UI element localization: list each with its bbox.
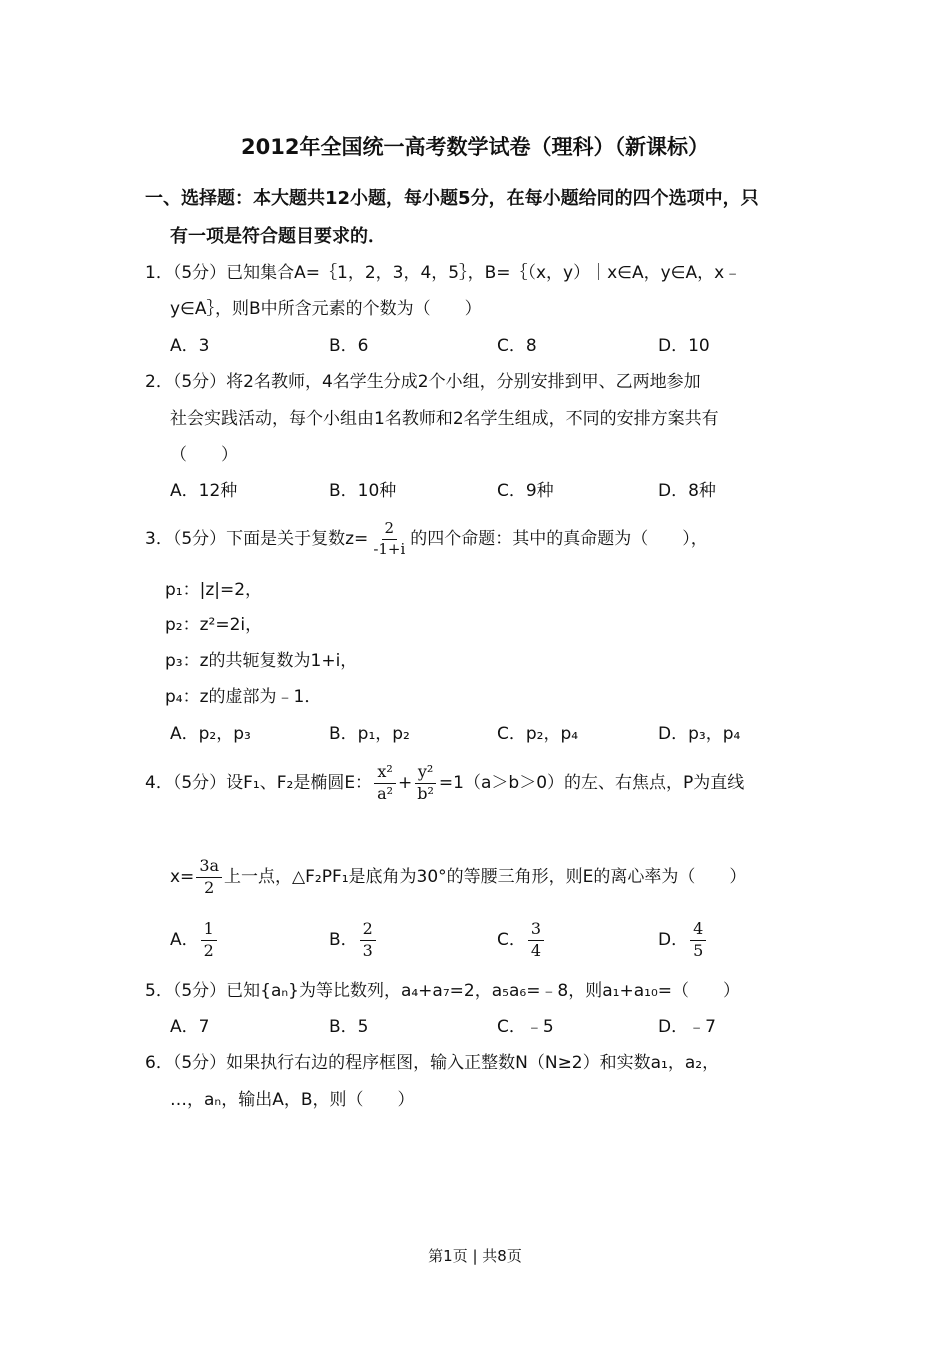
q4-line1 [145,764,744,803]
q4-option-c [497,921,546,960]
q2-option-a: A．12种 [170,481,238,501]
q3-option-a: A．p₂，p₃ [170,724,251,744]
q4-option-a [170,921,219,960]
q4-option-a-num: 1 [201,921,217,941]
q5-option-c: C．﹣5 [497,1017,554,1037]
q4-line2 [170,858,746,897]
q3-line1 [145,521,708,558]
q6-line2: …，aₙ，输出A，B，则（ ） [170,1090,415,1110]
q4-line2-suffix: 上一点，△F₂PF₁是底角为30°的等腰三角形，则E的离心率为（ ） [224,866,747,887]
q5-line1: 5．（5分）已知{aₙ}为等比数列，a₄+a₇=2，a₅a₆=﹣8，则a₁+a₁₀=（ ） [145,981,741,1001]
q3-fraction [370,521,408,558]
q2-line2: 社会实践活动，每个小组由1名教师和2名学生组成，不同的安排方案共有 [170,409,719,429]
q3-proposition-p3: p₃：z的共轭复数为1+i， [165,651,358,671]
q4-plus: + [398,772,413,793]
q4-option-a-den: 2 [203,940,214,960]
q4-option-c-num: 3 [528,921,544,941]
q4-option-b-num: 2 [360,921,376,941]
q1-option-b: B．6 [329,336,369,356]
q4-option-d-den: 5 [693,940,704,960]
q5-option-b: B．5 [329,1017,369,1037]
q2-line1: 2．（5分）将2名教师，4名学生分成2个小组，分别安排到甲、乙两地参加 [145,372,701,392]
q4-option-b-den: 3 [362,940,373,960]
q6-line1: 6．（5分）如果执行右边的程序框图，输入正整数N（N≥2）和实数a₁，a₂， [145,1053,720,1073]
q4-option-a-label: A． [170,929,199,950]
q3-proposition-p4: p₄：z的虚部为﹣1． [165,687,322,707]
q2-line3: （ ） [170,445,238,465]
q4-option-d-fraction [690,921,706,960]
q3-option-c: C．p₂，p₄ [497,724,579,744]
q4-frac3-num: 3a [196,858,222,878]
q4-fraction-3a-over-2 [196,858,222,897]
q4-frac1-num: x² [374,764,395,784]
q4-option-a-fraction [201,921,217,960]
q2-option-b: B．10种 [329,481,397,501]
q1-option-a: A．3 [170,336,210,356]
q3-option-d: D．p₃，p₄ [658,724,741,744]
q3-proposition-p1: p₁：|z|=2， [165,580,263,600]
q4-prefix: 4．（5分）设F₁、F₂是椭圆E： [145,772,373,793]
section-heading-line2: 有一项是符合题目要求的． [170,226,386,247]
q1-option-c: C．8 [497,336,537,356]
q3-frac-num: 2 [382,521,398,540]
q4-frac2-den: b² [417,783,434,803]
q4-option-b [329,921,378,960]
q1-line1: 1．（5分）已知集合A=｛1，2，3，4，5｝，B=｛（x，y）｜x∈A，y∈A，x﹣ [145,263,742,283]
q4-line2-prefix: x= [170,866,195,887]
q1-option-d: D．10 [658,336,710,356]
q4-option-c-fraction [528,921,544,960]
q4-frac3-den: 2 [204,877,215,897]
q4-fraction-x [374,764,396,803]
q4-option-d-num: 4 [690,921,706,941]
q4-option-d [658,921,708,960]
q4-option-d-label: D． [658,929,689,950]
section-heading-line1: 一、选择题：本大题共12小题，每小题5分，在每小题给同的四个选项中，只 [145,188,759,209]
q4-frac2-num: y² [415,764,436,784]
q3-suffix: 的四个命题：其中的真命题为（ ）， [410,528,708,549]
q2-option-c: C．9种 [497,481,554,501]
q4-fraction-y [414,764,437,803]
q4-option-b-label: B． [329,929,358,950]
q3-option-b: B．p₁，p₂ [329,724,410,744]
q5-option-d: D．﹣7 [658,1017,716,1037]
q4-option-c-den: 4 [530,940,542,960]
q3-frac-den: -1+i [373,539,406,558]
page-footer: 第1页 | 共8页 [428,1247,522,1265]
q4-frac1-den: a² [377,783,394,803]
q3-prefix: 3．（5分）下面是关于复数z= [145,528,369,549]
q3-proposition-p2: p₂：z²=2i， [165,615,263,635]
q5-option-a: A．7 [170,1017,210,1037]
q1-line2: y∈A｝，则B中所含元素的个数为（ ） [170,299,482,319]
q4-suffix: =1（a＞b＞0）的左、右焦点，P为直线 [438,772,745,793]
q2-option-d: D．8种 [658,481,716,501]
q4-option-c-label: C． [497,929,526,950]
q4-option-b-fraction [360,921,376,960]
page-title: 2012年全国统一高考数学试卷（理科）（新课标） [241,135,709,159]
